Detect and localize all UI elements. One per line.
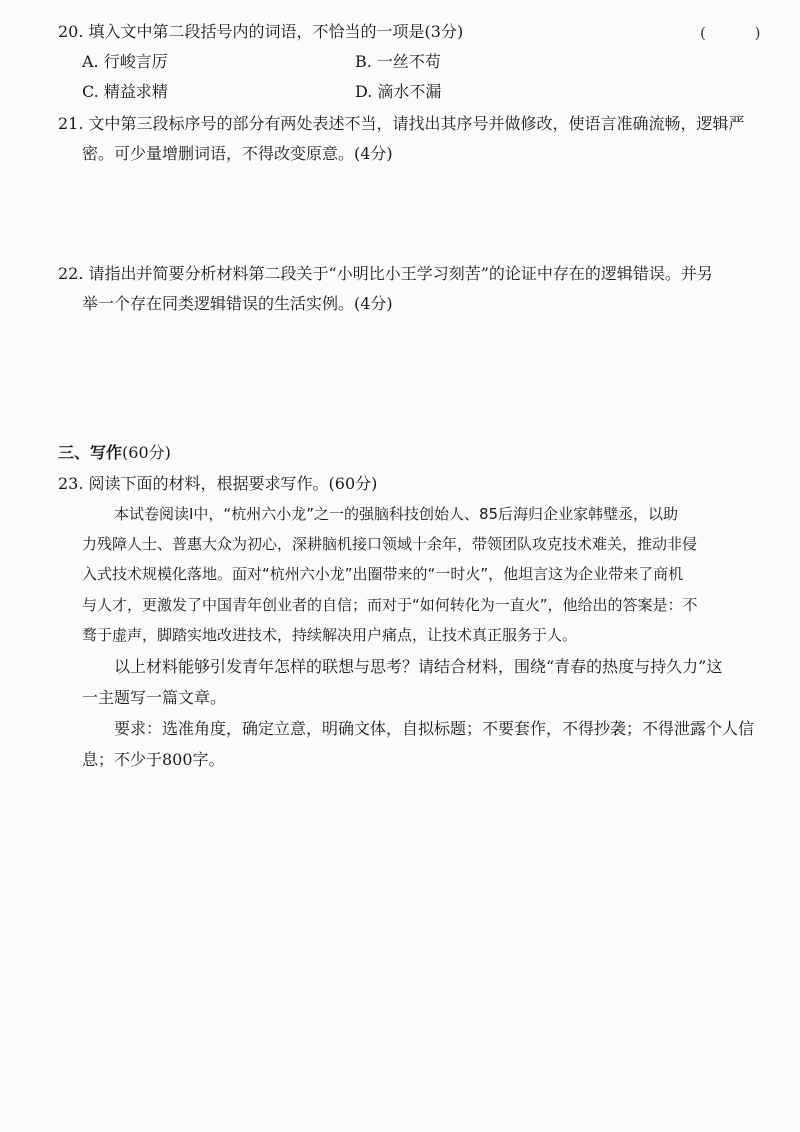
task-line-1: 以上材料能够引发青年怎样的联想与思考？请结合材料，围绕“青春的热度与持久力”这 xyxy=(114,657,723,676)
section-title: 三、写作 xyxy=(58,443,123,462)
requirements-line-2: 息；不少于800字。 xyxy=(82,750,225,769)
question-22-line-1: 22. 请指出并简要分析材料第二段关于“小明比小王学习刻苦”的论证中存在的逻辑错误。并另 xyxy=(58,264,713,283)
requirements-line-1: 要求：选准角度，确定立意，明确文体，自拟标题；不要套作，不得抄袭；不得泄露个人信 xyxy=(114,719,755,738)
section-heading xyxy=(58,441,171,465)
material-line-5: 骛于虚声，脚踏实地改进技术，持续解决用户痛点，让技术真正服务于人。 xyxy=(82,626,578,644)
task-line-2: 一主题写一篇文章。 xyxy=(82,688,227,707)
question-20: 20. 填入文中第二段括号内的词语，不恰当的一项是(3分) xyxy=(58,22,464,41)
question-22-line-2: 举一个存在同类逻辑错误的生活实例。(4分) xyxy=(82,294,393,313)
material-line-4: 与人才，更激发了中国青年创业者的自信；而对于“如何转化为一直火”，他给出的答案是：不 xyxy=(82,596,698,614)
question-21-line-2: 密。可少量增删词语，不得改变原意。(4分) xyxy=(82,144,393,163)
section-score: (60分) xyxy=(122,443,171,462)
answer-bracket: ( ) xyxy=(700,24,783,42)
question-23-prompt: 23. 阅读下面的材料，根据要求写作。(60分) xyxy=(58,474,378,493)
option-c: C. 精益求精 xyxy=(82,82,168,101)
question-21-line-1: 21. 文中第三段标序号的部分有两处表述不当，请找出其序号并做修改，使语言准确流畅，逻辑严 xyxy=(58,114,745,133)
material-line-1: 本试卷阅读Ⅰ中，“杭州六小龙”之一的强脑科技创始人、85后海归企业家韩璧丞，以助 xyxy=(114,505,679,523)
option-a: A. 行峻言厉 xyxy=(82,52,168,71)
option-d: D. 滴水不漏 xyxy=(355,82,442,101)
material-line-3: 入式技术规模化落地。面对“杭州六小龙”出圈带来的“一时火”，他坦言这为企业带来了商机 xyxy=(82,565,684,583)
material-line-2: 力残障人士、普惠大众为初心，深耕脑机接口领域十余年，带领团队攻克技术难关，推动非侵 xyxy=(82,535,698,553)
option-b: B. 一丝不苟 xyxy=(355,52,441,71)
